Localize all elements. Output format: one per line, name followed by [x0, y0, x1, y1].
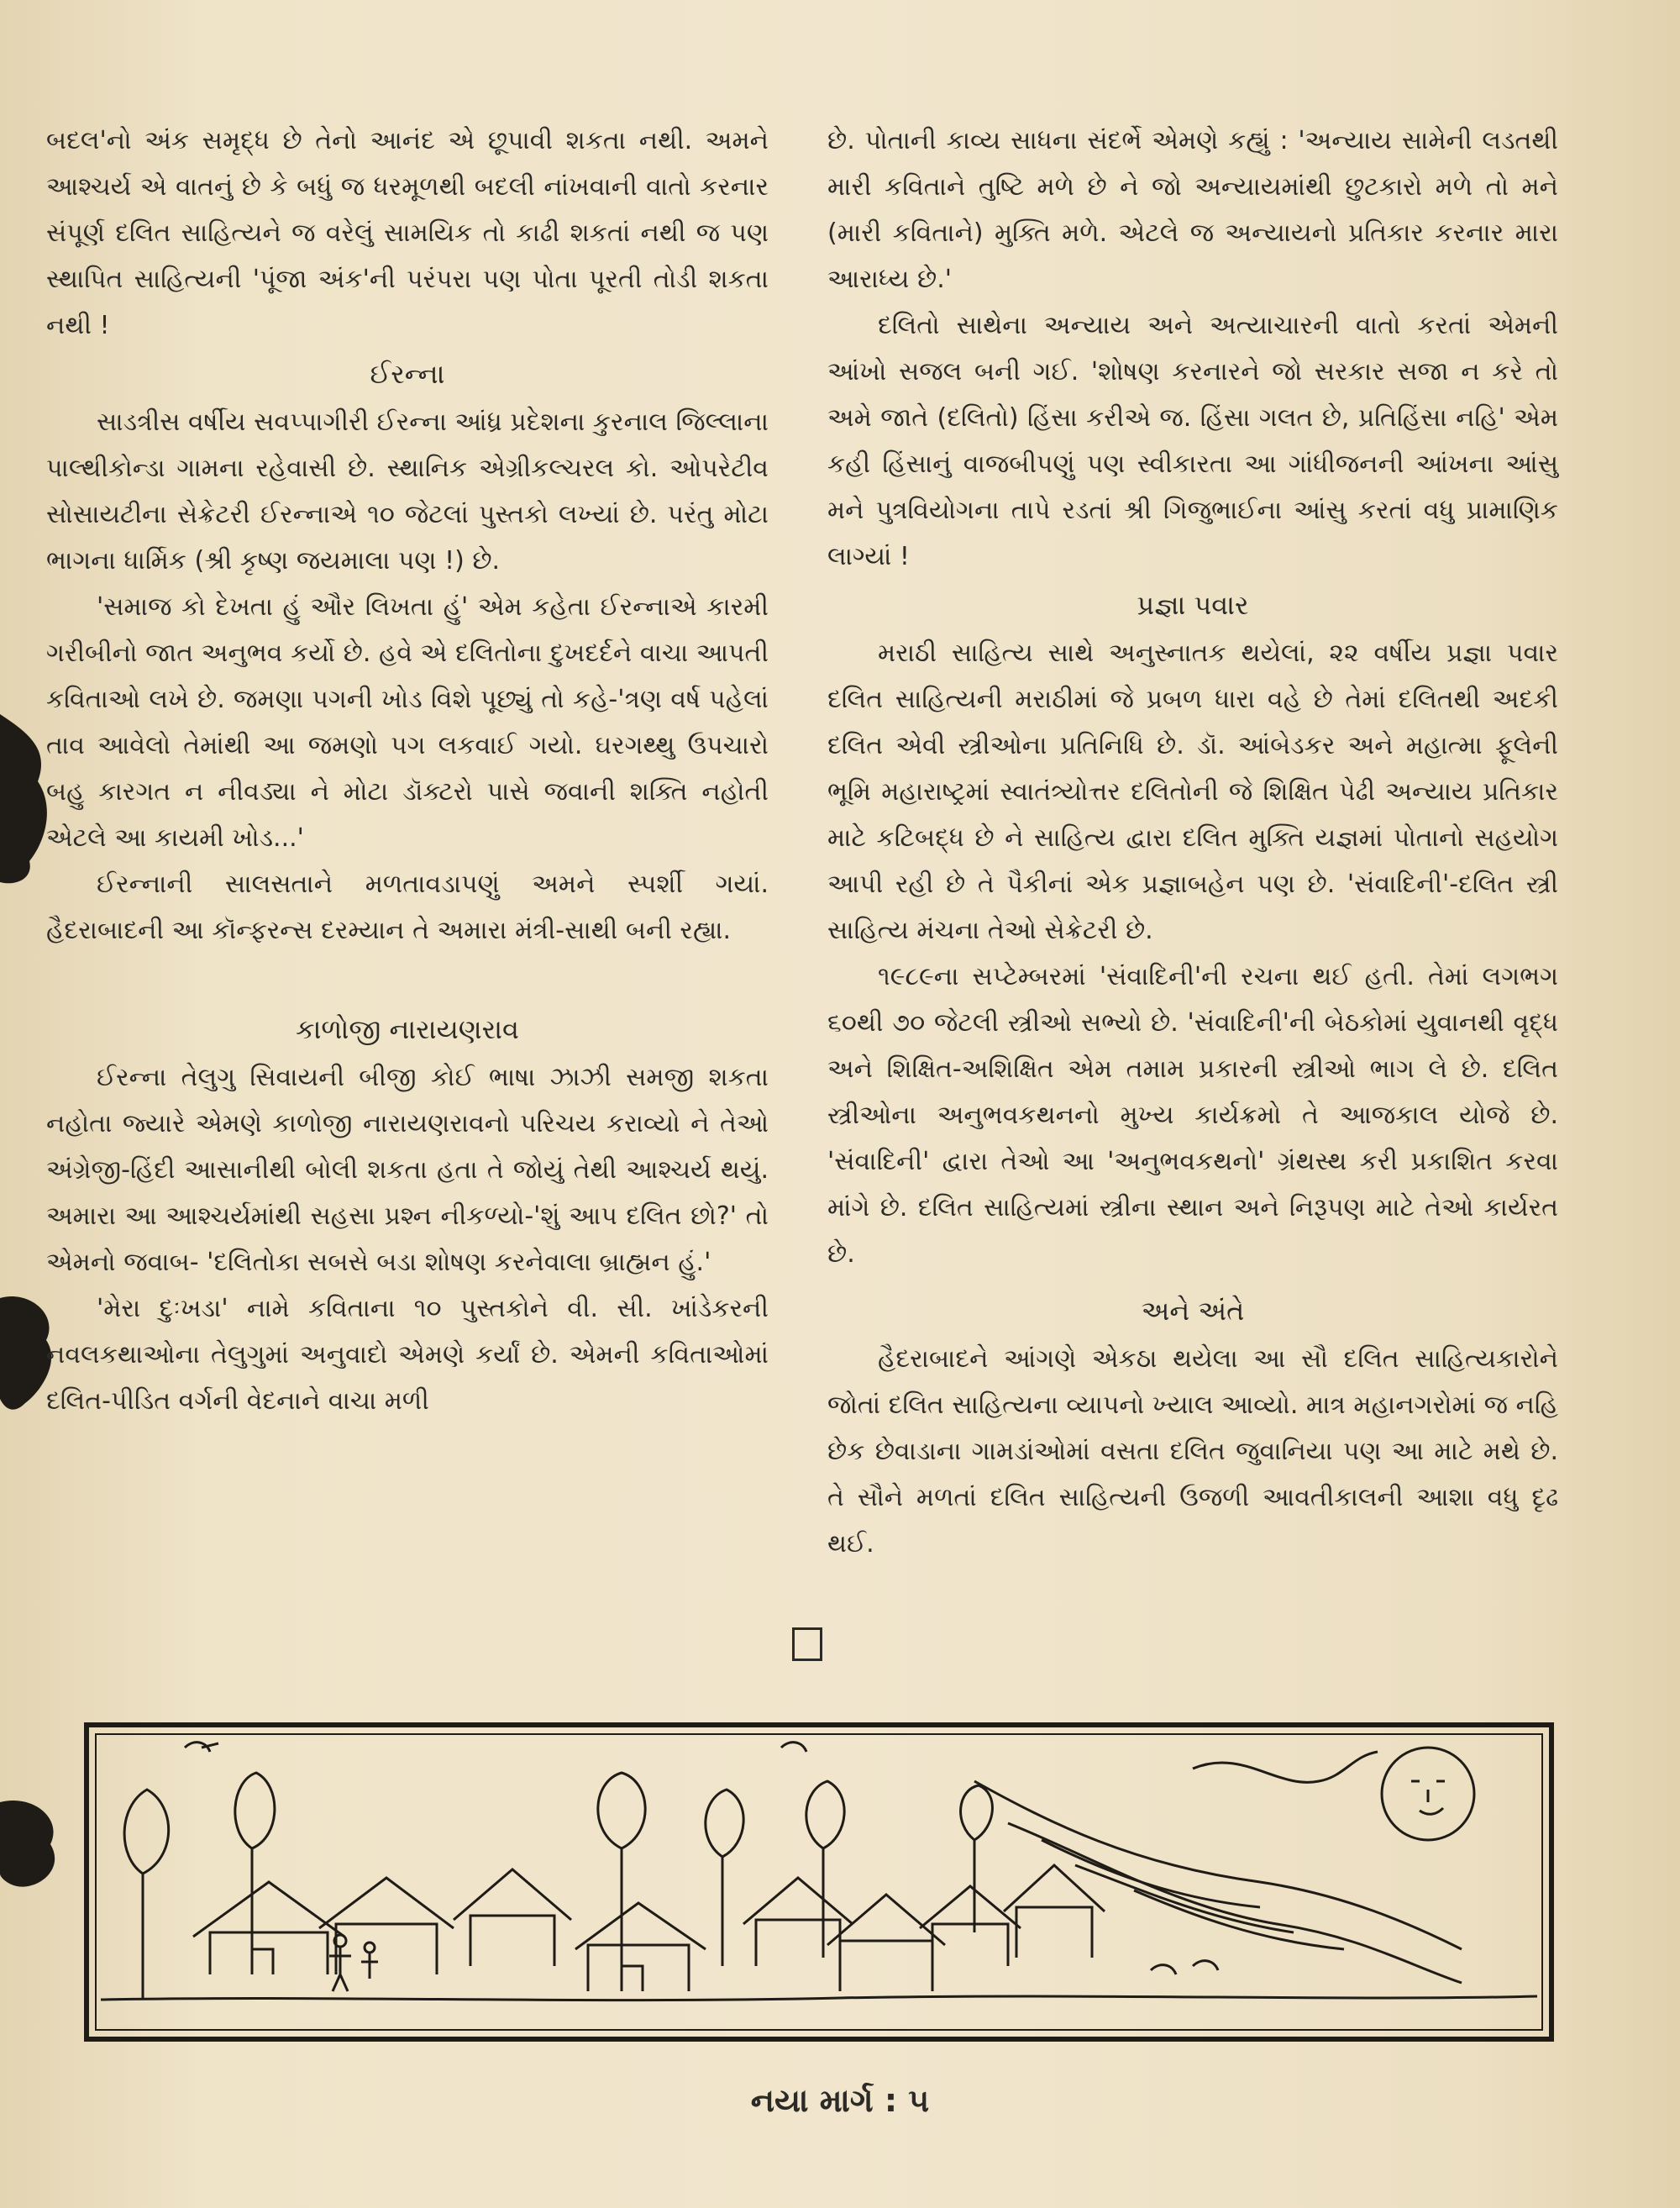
right-paragraph-4: ૧૯૮૯ના સપ્ટેમ્બરમાં 'સંવાદિની'ની રચના થઈ હતી. તેમાં લગભગ ૬૦થી ૭૦ જેટલી સ્ત્રીઓ સભ્યો છે. 'સંવાદિની'ની બેઠકોમાં યુવાનથી વૃદ્ધ અને શિક્ષિત-અશિક્ષિત એમ તમામ પ્રકારની સ્ત્રીઓ ભાગ લે છે. દલિત સ્ત્રીઓના અનુભવકથનનો મુખ્ય કાર્યક્રમો તે આજકાલ યોજે છે. 'સંવાદિની' દ્વારા તેઓ આ 'અનુભવકથનો' ગ્રંથસ્થ કરી પ્રકાશિત કરવા માંગે છે. દલિત સાહિત્યમાં સ્ત્રીના સ્થાન અને નિરૂપણ માટે તેઓ કાર્યરત છે.	[827, 962, 1558, 1269]
page-footer: નયા માર્ગ : ૫	[750, 2082, 930, 2119]
end-mark-box	[792, 1627, 822, 1661]
left-paragraph-5: ઈરન્ના તેલુગુ સિવાયની બીજી કોઈ ભાષા ઝાઝી સમજી શકતા નહોતા જ્યારે એમણે કાળોજી નારાયણરાવનો પરિચય કરાવ્યો ને તેઓ અંગ્રેજી-હિંદી આસાનીથી બોલી શકતા હતા તે જોયું તેથી આશ્ચર્ય થયું. અમારા આ આશ્ચર્યમાંથી સહસા પ્રશ્ન નીકળ્યો-'શું આપ દલિત છો?' તો એમનો જવાબ- 'દલિતોકા સબસે બડા શોષણ કરનેવાલા બ્રાહ્મન હું.'	[46, 1063, 769, 1277]
right-column	[827, 118, 1558, 1567]
left-paragraph-3: 'સમાજ કો દેખતા હું ઔર લિખતા હું' એમ કહેતા ઈરન્નાએ કારમી ગરીબીનો જાત અનુભવ કર્યો છે. હવે એ દલિતોના દુખદર્દને વાચા આપતી કવિતાઓ લખે છે. જમણા પગની ખોડ વિશે પૂછ્યું તો કહે-'ત્રણ વર્ષ પહેલાં તાવ આવેલો તેમાંથી આ જમણો પગ લકવાઈ ગયો. ઘરગથ્થુ ઉપચારો બહુ કારગત ન નીવડ્યા ને મોટા ડૉક્ટરો પાસે જવાની શક્તિ નહોતી એટલે આ કાયમી ખોડ...'	[46, 592, 769, 853]
left-paragraph-4: ઈરન્નાની સાલસતાને મળતાવડાપણું અમને સ્પર્શી ગયાં. હૈદરાબાદની આ કૉન્ફરન્સ દરમ્યાન તે અમારા મંત્રી-સાથી બની રહ્યા.	[46, 870, 769, 945]
right-paragraph-2: દલિતો સાથેના અન્યાય અને અત્યાચારની વાતો કરતાં એમની આંખો સજલ બની ગઈ. 'શોષણ કરનારને જો સરકાર સજા ન કરે તો અમે જાતે (દલિતો) હિંસા કરીએ જ. હિંસા ગલત છે, પ્રતિહિંસા નહિ' એમ કહી હિંસાનું વાજબીપણું પણ સ્વીકારતા આ ગાંધીજનની આંખના આંસુ મને પુત્રવિયોગના તાપે રડતાં શ્રી ગિજુભાઈના આંસુ કરતાં વધુ પ્રામાણિક લાગ્યાં !	[827, 311, 1558, 571]
section-heading-pragna: પ્રજ્ઞા પવાર	[1137, 589, 1249, 621]
left-column	[46, 118, 769, 1424]
section-heading-kaloji: કાળોજી નારાયણરાવ	[295, 1013, 519, 1045]
section-heading-conclusion: અને અંતે	[1141, 1295, 1245, 1327]
section-heading-irranna: ઈરન્ના	[370, 358, 445, 390]
left-paragraph-1: બદલ'નો અંક સમૃદ્ધ છે તેનો આનંદ એ છૂપાવી શકતા નથી. અમને આશ્ચર્ય એ વાતનું છે કે બધું જ ધરમૂળથી બદલી નાંખવાની વાતો કરનાર સંપૂર્ણ દલિત સાહિત્યને જ વરેલું સામયિક તો કાઢી શકતાં નથી જ પણ સ્થાપિત સાહિત્યની 'પૂંજા અંક'ની પરંપરા પણ પોતા પૂરતી તોડી શકતા નથી !	[46, 126, 769, 340]
village-illustration	[84, 1722, 1554, 2042]
left-paragraph-2: સાડત્રીસ વર્ષીય સવપ્પાગીરી ઈરન્ના આંધ્ર પ્રદેશના કુરનાલ જિલ્લાના પાલ્થીકોન્ડા ગામના રહેવાસી છે. સ્થાનિક એગ્રીકલ્ચરલ કો. ઓપરેટીવ સોસાયટીના સેક્રેટરી ઈરન્નાએ ૧૦ જેટલાં પુસ્તકો લખ્યાં છે. પરંતુ મોટા ભાગના ધાર્મિક (શ્રી કૃષ્ણ જયમાલા પણ !) છે.	[46, 407, 769, 576]
right-paragraph-1: છે. પોતાની કાવ્ય સાધના સંદર્ભે એમણે કહ્યું : 'અન્યાય સામેની લડતથી મારી કવિતાને તુષ્ટિ મળે છે ને જો અન્યાયમાંથી છુટકારો મળે તો મને (મારી કવિતાને) મુક્તિ મળે. એટલે જ અન્યાયનો પ્રતિકાર કરનાર મારા આરાધ્ય છે.'	[827, 126, 1558, 294]
right-paragraph-3: મરાઠી સાહિત્ય સાથે અનુસ્નાતક થયેલાં, ૨૨ વર્ષીય પ્રજ્ઞા પવાર દલિત સાહિત્યની મરાઠીમાં જે પ્રબળ ધારા વહે છે તેમાં દલિતથી અદકી દલિત એવી સ્ત્રીઓના પ્રતિનિધિ છે. ડૉ. આંબેડકર અને મહાત્મા ફૂલેની ભૂમિ મહારાષ્ટ્રમાં સ્વાતંત્ર્યોત્તર દલિતોની જે શિક્ષિત પેઢી અન્યાય પ્રતિકાર માટે કટિબદ્ધ છે ને સાહિત્ય દ્વારા દલિત મુક્તિ યજ્ઞમાં પોતાનો સહયોગ આપી રહી છે તે પૈકીનાં એક પ્રજ્ઞાબહેન પણ છે. 'સંવાદિની'-દલિત સ્ત્રી સાહિત્ય મંચના તેઓ સેક્રેટરી છે.	[827, 639, 1558, 945]
ink-stain-3	[0, 1794, 67, 1895]
left-paragraph-6: 'મેરા દુઃખડા' નામે કવિતાના ૧૦ પુસ્તકોને વી. સી. ખાંડેકરની નવલકથાઓના તેલુગુમાં અનુવાદો એમણે કર્યાં છે. એમની કવિતાઓમાં દલિત-પીડિત વર્ગની વેદનાને વાચા મળી	[46, 1294, 769, 1416]
right-paragraph-5: હૈદરાબાદને આંગણે એકઠા થયેલા આ સૌ દલિત સાહિત્યકારોને જોતાં દલિત સાહિત્યના વ્યાપનો ખ્યાલ આવ્યો. માત્ર મહાનગરોમાં જ નહિ છેક છેવાડાના ગામડાંઓમાં વસતા દલિત જુવાનિયા પણ આ માટે મથે છે. તે સૌને મળતાં દલિત સાહિત્યની ઉજળી આવતીકાલની આશા વધુ દૃઢ થઈ.	[827, 1344, 1558, 1559]
